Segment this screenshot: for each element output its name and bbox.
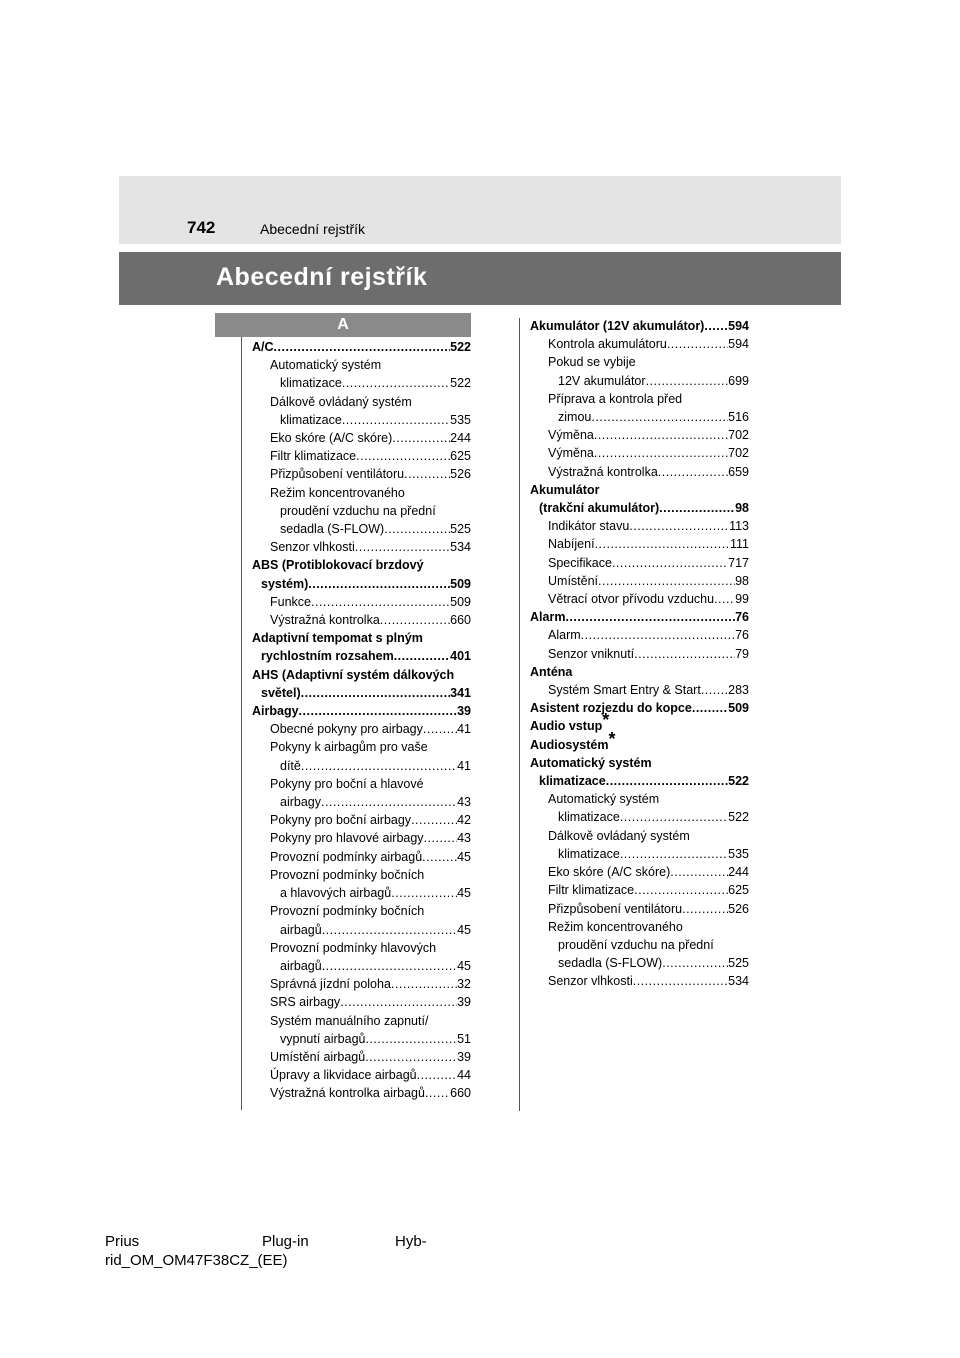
index-entry xyxy=(530,426,749,444)
page-number: 742 xyxy=(187,218,216,237)
dot-leader xyxy=(301,684,451,702)
index-entry-text: (trakční akumulátor) xyxy=(539,501,660,516)
index-entry-text: Alarm xyxy=(548,628,581,643)
dot-leader xyxy=(670,863,728,881)
dot-leader xyxy=(658,463,728,481)
index-entry-line: AHS (Adaptivní systém dálkových xyxy=(252,667,455,682)
dot-leader xyxy=(342,411,450,429)
index-entry-line: Akumulátor xyxy=(530,482,600,497)
index-entry xyxy=(252,1084,471,1102)
dot-leader xyxy=(355,538,450,556)
index-entry-page: 45 xyxy=(457,886,471,901)
index-entry-text: Audiosystém xyxy=(530,737,609,752)
index-entry-line: Režim koncentrovaného xyxy=(548,919,683,934)
dot-leader xyxy=(391,975,457,993)
index-entry-text: Výstražná kontrolka xyxy=(548,464,658,479)
index-entry xyxy=(530,972,749,990)
index-entry-page: 401 xyxy=(450,649,471,664)
index-entry-page: 76 xyxy=(735,628,749,643)
footer-model: Prius xyxy=(105,1233,140,1250)
dot-leader xyxy=(356,447,450,465)
index-entry-text: Výměna xyxy=(548,428,594,443)
dot-leader xyxy=(620,845,728,863)
dot-leader xyxy=(591,408,728,426)
index-entry xyxy=(530,681,749,699)
index-entry-line: ABS (Protiblokovací brzdový xyxy=(252,558,424,573)
asterisk-icon: * xyxy=(608,728,616,749)
dot-leader xyxy=(634,645,735,663)
index-entry xyxy=(530,900,749,918)
index-entry-line: Pokyny k airbagům pro vaše xyxy=(270,740,428,755)
dot-leader xyxy=(301,757,457,775)
dot-leader xyxy=(380,611,450,629)
index-entry-page: 283 xyxy=(728,683,749,698)
index-entry-text: Větrací otvor přívodu vzduchu xyxy=(548,592,715,607)
index-entry-text: dítě xyxy=(280,758,301,773)
dot-leader xyxy=(646,372,729,390)
index-entry xyxy=(252,611,471,629)
dot-leader xyxy=(365,1048,457,1066)
index-entry-page: 111 xyxy=(729,537,749,552)
index-entry xyxy=(530,590,749,608)
dot-leader xyxy=(594,426,728,444)
index-entry-text: rychlostním rozsahem xyxy=(261,649,394,664)
index-entry-referenced xyxy=(530,728,749,754)
index-entry-text: Alarm xyxy=(530,610,566,625)
index-entry xyxy=(252,957,471,975)
index-entry-text: klimatizace xyxy=(558,810,620,825)
index-entry-text: Provozní podmínky airbagů xyxy=(270,849,423,864)
index-entry xyxy=(252,884,471,902)
footer-hyb: Hyb- xyxy=(395,1233,427,1250)
index-entry xyxy=(252,720,471,738)
index-entry-text: Výměna xyxy=(548,446,594,461)
index-entry xyxy=(252,538,471,556)
index-entry xyxy=(252,829,471,847)
index-entry-text: Filtr klimatizace xyxy=(270,449,357,464)
dot-leader xyxy=(404,465,450,483)
index-entry xyxy=(530,517,749,535)
index-entry-line: Pokyny pro boční a hlavové xyxy=(270,776,424,791)
dot-leader xyxy=(581,626,735,644)
dot-leader xyxy=(606,772,728,790)
dot-leader xyxy=(321,793,457,811)
dot-leader xyxy=(667,335,728,353)
index-entry xyxy=(252,684,471,702)
index-entry xyxy=(252,520,471,538)
index-entry-page: 522 xyxy=(728,810,749,825)
index-entry-page: 79 xyxy=(735,646,749,661)
index-entry-page: 535 xyxy=(728,846,749,861)
index-entry-text: Akumulátor (12V akumulátor) xyxy=(530,319,705,333)
page-title: Abecední rejstřík xyxy=(216,263,428,291)
index-entry-page: 659 xyxy=(728,464,749,479)
dot-leader xyxy=(620,808,728,826)
index-entry-text: Senzor vlhkosti xyxy=(270,540,355,555)
dot-leader xyxy=(423,720,457,738)
dot-leader xyxy=(659,499,735,517)
index-entry-text: Filtr klimatizace xyxy=(548,883,635,898)
index-entry-line: Anténa xyxy=(530,664,573,679)
dot-leader xyxy=(682,900,728,918)
index-entry xyxy=(530,772,749,790)
footer-plugin: Plug-in xyxy=(262,1233,309,1250)
index-entry-text: Výstražná kontrolka airbagů xyxy=(270,1086,425,1101)
index-entry-text: Asistent rozjezdu do kopce xyxy=(530,701,692,716)
index-entry xyxy=(252,465,471,483)
dot-leader xyxy=(634,881,728,899)
index-entry-text: Senzor vlhkosti xyxy=(548,974,633,989)
index-entry xyxy=(530,626,749,644)
index-column-left xyxy=(252,338,471,1103)
index-entry xyxy=(530,372,749,390)
dot-leader xyxy=(594,444,728,462)
dot-leader xyxy=(565,608,735,626)
index-entry-text: airbagů xyxy=(280,922,322,937)
index-entry-text: klimatizace xyxy=(280,376,342,391)
index-entry-page: 244 xyxy=(450,431,471,446)
index-entry-page: 526 xyxy=(450,467,471,482)
index-entry-text: Obecné pokyny pro airbagy xyxy=(270,722,423,737)
index-entry-line: Pokud se vybije xyxy=(548,355,636,370)
index-entry-line: Provozní podmínky bočních xyxy=(270,904,425,919)
dot-leader xyxy=(322,921,457,939)
index-entry-page: 76 xyxy=(735,610,749,625)
index-entry-page: 525 xyxy=(450,522,471,537)
dot-leader xyxy=(391,884,457,902)
index-entry-page: 594 xyxy=(728,337,749,352)
index-entry-page: 594 xyxy=(728,319,749,333)
index-entry-line: Adaptivní tempomat s plným xyxy=(252,631,423,646)
index-entry xyxy=(530,499,749,517)
index-entry-page: 625 xyxy=(728,883,749,898)
footer-line-2: rid_OM_OM47F38CZ_(EE) xyxy=(105,1252,288,1269)
index-entry xyxy=(252,429,471,447)
index-entry-page: 660 xyxy=(450,1086,471,1101)
index-entry xyxy=(530,463,749,481)
index-entry-text: Správná jízdní poloha xyxy=(270,977,391,992)
index-entry-page: 625 xyxy=(450,449,471,464)
index-entry-line: Systém manuálního zapnutí/ xyxy=(270,1013,429,1028)
column-divider-left xyxy=(241,337,242,1110)
dot-leader xyxy=(299,702,458,720)
index-entry-page: 45 xyxy=(457,922,471,937)
header-section-title: Abecední rejstřík xyxy=(260,221,366,237)
index-entry xyxy=(252,811,471,829)
dot-leader xyxy=(633,972,728,990)
index-entry-page: 702 xyxy=(728,446,749,461)
index-entry xyxy=(530,572,749,590)
index-entry xyxy=(252,993,471,1011)
index-entry xyxy=(530,554,749,572)
index-entry-text: světel) xyxy=(261,685,301,700)
dot-leader xyxy=(714,590,735,608)
index-entry-line: proudění vzduchu na přední xyxy=(558,937,714,952)
index-entry-text: 12V akumulátor xyxy=(558,373,646,388)
index-entry-text: a hlavových airbagů xyxy=(280,886,392,901)
index-entry-page: 244 xyxy=(728,865,749,880)
index-entry-page: 32 xyxy=(457,977,471,992)
index-entry xyxy=(530,535,749,553)
index-entry-text: Umístění airbagů xyxy=(270,1049,366,1064)
index-entry-text: Pokyny pro hlavové airbagy xyxy=(270,831,424,846)
index-entry-line: Automatický systém xyxy=(548,792,660,807)
header-bar xyxy=(119,176,841,244)
index-entry-text: Kontrola akumulátoru xyxy=(548,337,667,352)
index-entry xyxy=(252,593,471,611)
dot-leader xyxy=(662,954,728,972)
index-entry-page: 522 xyxy=(450,376,471,391)
index-entry-page: 45 xyxy=(457,958,471,973)
index-entry-page: 522 xyxy=(728,774,749,789)
dot-leader xyxy=(392,429,450,447)
index-entry-page: 509 xyxy=(450,576,471,591)
index-entry xyxy=(252,921,471,939)
footer-line-1 xyxy=(105,1232,427,1251)
index-entry-text: SRS airbagy xyxy=(270,995,341,1010)
index-entry xyxy=(252,575,471,593)
index-entry-page: 98 xyxy=(735,573,749,588)
index-entry xyxy=(530,845,749,863)
dot-leader xyxy=(595,535,730,553)
index-entry-text: Pokyny pro boční airbagy xyxy=(270,813,412,828)
index-entry xyxy=(530,863,749,881)
index-entry-page: 534 xyxy=(728,974,749,989)
footer xyxy=(105,1232,427,1270)
dot-leader xyxy=(308,575,450,593)
index-entry-text: airbagy xyxy=(280,795,321,810)
index-entry-text: Výstražná kontrolka xyxy=(270,613,380,628)
index-entry-page: 41 xyxy=(457,722,471,737)
dot-leader xyxy=(342,374,450,392)
dot-leader xyxy=(701,681,728,699)
index-entry xyxy=(530,645,749,663)
index-entry-page: 702 xyxy=(728,428,749,443)
index-entry-text: zimou xyxy=(558,410,592,425)
letter-heading: A xyxy=(215,313,471,337)
index-entry-page: 43 xyxy=(457,795,471,810)
index-entry xyxy=(252,793,471,811)
index-entry xyxy=(252,374,471,392)
index-entry-text: vypnutí airbagů xyxy=(280,1031,366,1046)
dot-leader xyxy=(340,993,457,1011)
index-entry-line: Automatický systém xyxy=(530,755,652,770)
index-entry xyxy=(252,848,471,866)
index-entry-referenced xyxy=(530,710,749,735)
index-entry-page: 526 xyxy=(728,901,749,916)
index-entry-line: Režim koncentrovaného xyxy=(270,485,405,500)
index-entry-page: 98 xyxy=(735,501,749,516)
index-entry-text: Úpravy a likvidace airbagů xyxy=(270,1068,417,1083)
dot-leader xyxy=(598,572,735,590)
index-entry-page: 41 xyxy=(457,758,471,773)
dot-leader xyxy=(274,338,451,356)
index-entry-text: Umístění xyxy=(548,573,599,588)
column-divider-middle xyxy=(519,318,520,1111)
index-entry-page: 699 xyxy=(728,373,749,388)
dot-leader xyxy=(311,593,450,611)
index-entry xyxy=(252,757,471,775)
index-entry-page: 516 xyxy=(728,410,749,425)
index-entry-text: klimatizace xyxy=(558,846,620,861)
index-entry-text: Audio vstup xyxy=(530,719,603,734)
index-entry xyxy=(530,444,749,462)
index-entry-page: 525 xyxy=(728,956,749,971)
dot-leader xyxy=(365,1030,457,1048)
index-entry-page: 42 xyxy=(457,813,471,828)
dot-leader xyxy=(411,811,457,829)
index-entry-text: Přizpůsobení ventilátoru xyxy=(270,467,405,482)
index-entry-page: 99 xyxy=(735,592,749,607)
dot-leader xyxy=(394,647,450,665)
index-entry-page: 509 xyxy=(450,594,471,609)
index-entry-text: airbagů xyxy=(280,958,322,973)
index-entry-text: sedadla (S-FLOW) xyxy=(280,522,385,537)
index-entry xyxy=(530,954,749,972)
index-entry xyxy=(530,335,749,353)
index-entry-page: 39 xyxy=(457,1049,471,1064)
index-entry-page: 51 xyxy=(457,1031,471,1046)
index-entry-page: 509 xyxy=(728,701,749,716)
dot-leader xyxy=(424,829,458,847)
index-entry xyxy=(252,338,471,356)
index-entry-page: 341 xyxy=(450,685,471,700)
dot-leader xyxy=(417,1066,457,1084)
index-entry-text: Přizpůsobení ventilátoru xyxy=(548,901,683,916)
index-entry xyxy=(252,1066,471,1084)
index-entry-text: Specifikace xyxy=(548,555,612,570)
index-entry-page: 522 xyxy=(450,340,471,354)
index-entry xyxy=(252,1030,471,1048)
index-entry xyxy=(252,447,471,465)
index-entry-page: 43 xyxy=(457,831,471,846)
dot-leader xyxy=(612,554,728,572)
index-entry-text: Eko skóre (A/C skóre) xyxy=(548,865,671,880)
index-entry-page: 534 xyxy=(450,540,471,555)
dot-leader xyxy=(384,520,450,538)
title-band xyxy=(119,252,841,305)
index-entry xyxy=(252,702,471,720)
index-entry-line: Provozní podmínky hlavových xyxy=(270,940,437,955)
index-entry xyxy=(252,975,471,993)
index-entry xyxy=(530,408,749,426)
index-entry-line: Provozní podmínky bočních xyxy=(270,867,425,882)
index-entry-text: Funkce xyxy=(270,594,311,609)
dot-leader xyxy=(425,1084,450,1102)
index-entry-page: 44 xyxy=(457,1068,471,1083)
index-entry xyxy=(252,411,471,429)
index-entry-line: Příprava a kontrola před xyxy=(548,391,683,406)
index-entry xyxy=(530,699,749,717)
index-entry xyxy=(530,608,749,626)
index-entry-page: 45 xyxy=(457,849,471,864)
index-entry-page: 660 xyxy=(450,613,471,628)
index-entry xyxy=(530,808,749,826)
dot-leader xyxy=(629,517,729,535)
index-entry xyxy=(252,1048,471,1066)
index-entry-page: 717 xyxy=(728,555,749,570)
index-entry-text: A/C xyxy=(252,340,274,354)
dot-leader xyxy=(422,848,457,866)
index-entry xyxy=(530,881,749,899)
dot-leader xyxy=(692,699,728,717)
index-entry-page: 39 xyxy=(457,995,471,1010)
index-entry xyxy=(252,647,471,665)
index-entry-page: 39 xyxy=(457,704,471,719)
index-entry-text: klimatizace xyxy=(280,412,342,427)
index-entry-text: Nabíjení xyxy=(548,537,595,552)
index-entry-line: Dálkově ovládaný systém xyxy=(270,394,412,409)
index-entry-text: klimatizace xyxy=(539,774,606,789)
dot-leader xyxy=(704,317,728,335)
index-entry-page: 535 xyxy=(450,412,471,427)
index-entry-text: Airbagy xyxy=(252,704,299,719)
index-entry-line: Dálkově ovládaný systém xyxy=(548,828,690,843)
index-entry-text: systém) xyxy=(261,576,309,591)
index-entry-text: Systém Smart Entry & Start xyxy=(548,683,701,698)
index-column-right xyxy=(530,317,749,991)
asterisk-icon: * xyxy=(602,710,610,731)
index-entry-text: Eko skóre (A/C skóre) xyxy=(270,431,393,446)
index-entry-line: Automatický systém xyxy=(270,358,382,373)
index-entry-text: Senzor vniknutí xyxy=(548,646,635,661)
index-entry-page: 113 xyxy=(729,519,749,534)
dot-leader xyxy=(322,957,457,975)
index-entry-text: sedadla (S-FLOW) xyxy=(558,956,663,971)
index-entry-line: proudění vzduchu na přední xyxy=(280,503,436,518)
index-entry xyxy=(530,317,749,335)
index-entry-text: Indikátor stavu xyxy=(548,519,630,534)
